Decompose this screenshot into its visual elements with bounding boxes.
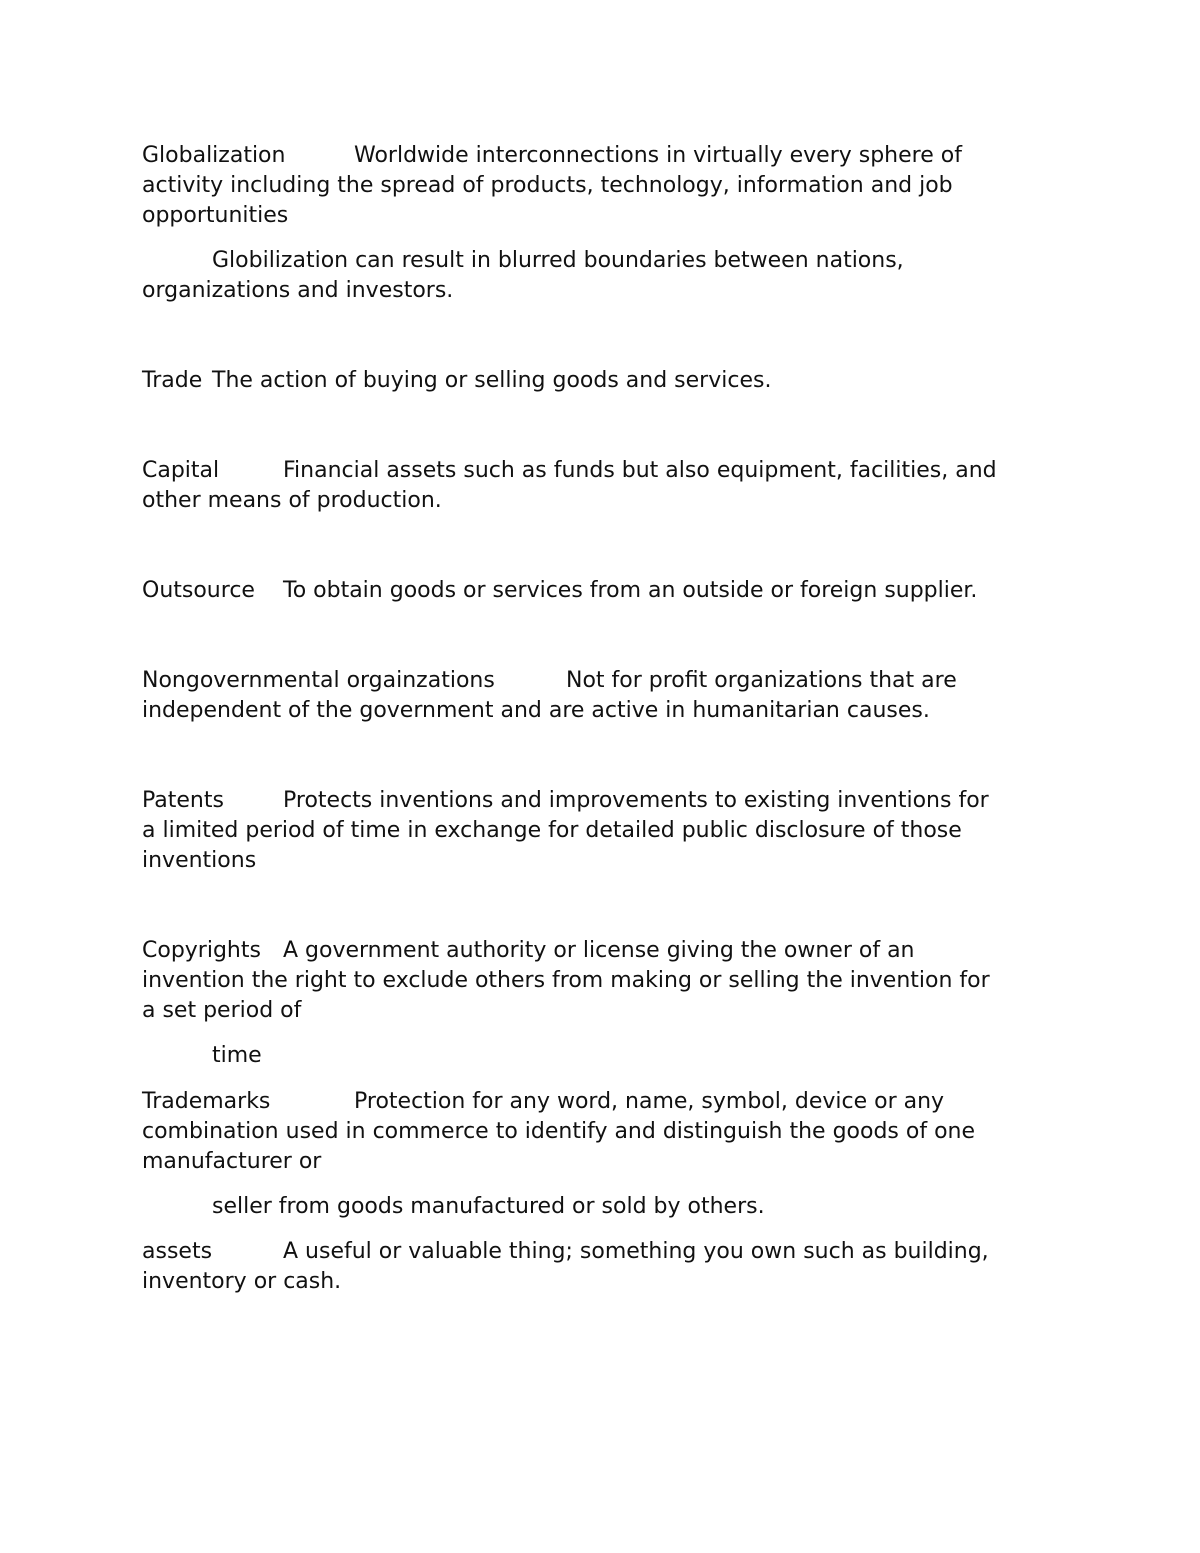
- entry-trademarks-line-1: [142, 1087, 944, 1117]
- entry-nongovernmental-line-1: [142, 666, 957, 696]
- term-trade: Trade: [142, 368, 203, 393]
- entry-capital-line-1: [142, 456, 997, 486]
- note-globalization-line-2: organizations and investors.: [142, 278, 454, 303]
- definition-globalization-line-2: activity including the spread of products, technology, information and job: [142, 173, 953, 198]
- definition-globalization-line-3: opportunities: [142, 203, 289, 228]
- definition-nongovernmental-line-1: Not for profit organizations that are: [566, 668, 957, 693]
- definition-patents-line-2: a limited period of time in exchange for detailed public disclosure of those: [142, 818, 962, 843]
- term-assets: assets: [142, 1239, 213, 1264]
- note-copyrights-line-1: time: [212, 1043, 262, 1068]
- definition-patents-line-3: inventions: [142, 848, 257, 873]
- definition-copyrights-line-3: a set period of: [142, 998, 302, 1023]
- entry-globalization-line-1: [142, 141, 962, 171]
- definition-trademarks-line-3: manufacturer or: [142, 1149, 322, 1174]
- term-capital: Capital: [142, 458, 220, 483]
- definition-trade-line-1: The action of buying or selling goods and services.: [212, 368, 772, 393]
- definition-copyrights-line-1: A government authority or license giving the owner of an: [283, 938, 915, 963]
- term-copyrights: Copyrights: [142, 938, 261, 963]
- entry-outsource-line-1: [142, 576, 977, 606]
- entry-trade-line-1: [142, 366, 771, 396]
- term-nongovernmental-organizations: Nongovernmental orgainzations: [142, 668, 495, 693]
- definition-capital-line-1: Financial assets such as funds but also equipment, facilities, and: [283, 458, 997, 483]
- entry-assets-line-1: [142, 1237, 989, 1267]
- term-trademarks: Trademarks: [142, 1089, 271, 1114]
- definition-nongovernmental-line-2: independent of the government and are active in humanitarian causes.: [142, 698, 930, 723]
- note-globalization-line-1: Globilization can result in blurred boundaries between nations,: [212, 248, 904, 273]
- definition-patents-line-1: Protects inventions and improvements to existing inventions for: [283, 788, 989, 813]
- entry-copyrights-line-1: [142, 936, 915, 966]
- definition-capital-line-2: other means of production.: [142, 488, 442, 513]
- definition-assets-line-2: inventory or cash.: [142, 1269, 342, 1294]
- definition-trademarks-line-1: Protection for any word, name, symbol, device or any: [354, 1089, 945, 1114]
- definition-globalization-line-1: Worldwide interconnections in virtually every sphere of: [354, 143, 962, 168]
- definition-trademarks-line-2: combination used in commerce to identify and distinguish the goods of one: [142, 1119, 976, 1144]
- term-patents: Patents: [142, 788, 224, 813]
- definition-assets-line-1: A useful or valuable thing; something you own such as building,: [283, 1239, 989, 1264]
- term-outsource: Outsource: [142, 578, 255, 603]
- definition-copyrights-line-2: invention the right to exclude others from making or selling the invention for: [142, 968, 990, 993]
- note-trademarks-line-1: seller from goods manufactured or sold by others.: [212, 1194, 765, 1219]
- entry-patents-line-1: [142, 786, 989, 816]
- definition-outsource-line-1: To obtain goods or services from an outside or foreign supplier.: [283, 578, 978, 603]
- term-globalization: Globalization: [142, 143, 286, 168]
